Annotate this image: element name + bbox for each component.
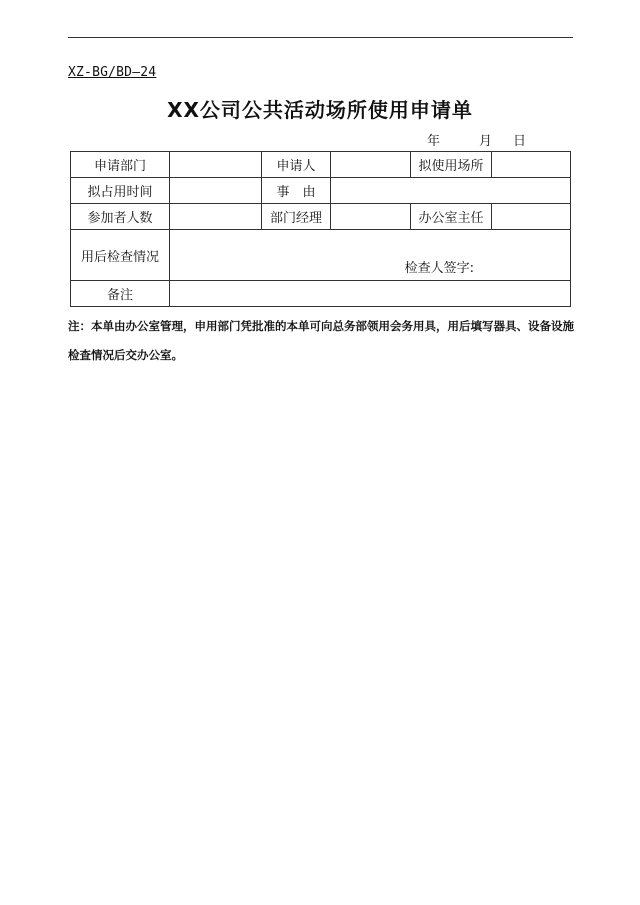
footnote: 注：本单由办公室管理，申用部门凭批准的本单可向总务部领用会务用具，用后填写器具、设备设施检查情况后交办公室。 <box>68 319 574 362</box>
attendees-label: 参加者人数 <box>71 204 170 230</box>
applicant-label: 申请人 <box>262 152 331 178</box>
department-label: 申请部门 <box>71 152 170 178</box>
office-head-label: 办公室主任 <box>411 204 492 230</box>
remark-label: 备注 <box>71 281 170 307</box>
venue-field[interactable] <box>492 152 571 178</box>
applicant-field[interactable] <box>331 152 411 178</box>
office-head-field[interactable] <box>492 204 571 230</box>
remark-field[interactable] <box>170 281 571 307</box>
document-title: XX公司公共活动场所使用申请单 <box>167 98 473 122</box>
date-month-label: 月 <box>479 134 493 149</box>
occupy-time-field[interactable] <box>170 178 262 204</box>
date-line <box>427 130 526 149</box>
venue-label: 拟使用场所 <box>411 152 492 178</box>
reason-label: 事 由 <box>262 178 331 204</box>
occupy-time-label: 拟占用时间 <box>71 178 170 204</box>
date-day-label: 日 <box>513 134 527 149</box>
dept-manager-field[interactable] <box>331 204 411 230</box>
date-year-label: 年 <box>427 134 441 149</box>
dept-manager-label: 部门经理 <box>262 204 331 230</box>
top-rule <box>68 37 573 38</box>
inspector-signature-label: 检查人签字: <box>404 261 474 276</box>
department-field[interactable] <box>170 152 262 178</box>
post-use-check-field[interactable] <box>170 230 571 281</box>
attendees-field[interactable] <box>170 204 262 230</box>
reason-field[interactable] <box>331 178 571 204</box>
form-row-attendees <box>71 204 571 230</box>
post-use-check-label: 用后检查情况 <box>71 230 170 281</box>
form-row-department <box>71 152 571 178</box>
form-row-time <box>71 178 571 204</box>
form-row-check <box>71 230 571 281</box>
form-row-remark <box>71 281 571 307</box>
document-code: XZ-BG/BD—24 <box>68 65 157 80</box>
application-form-table <box>70 151 571 307</box>
